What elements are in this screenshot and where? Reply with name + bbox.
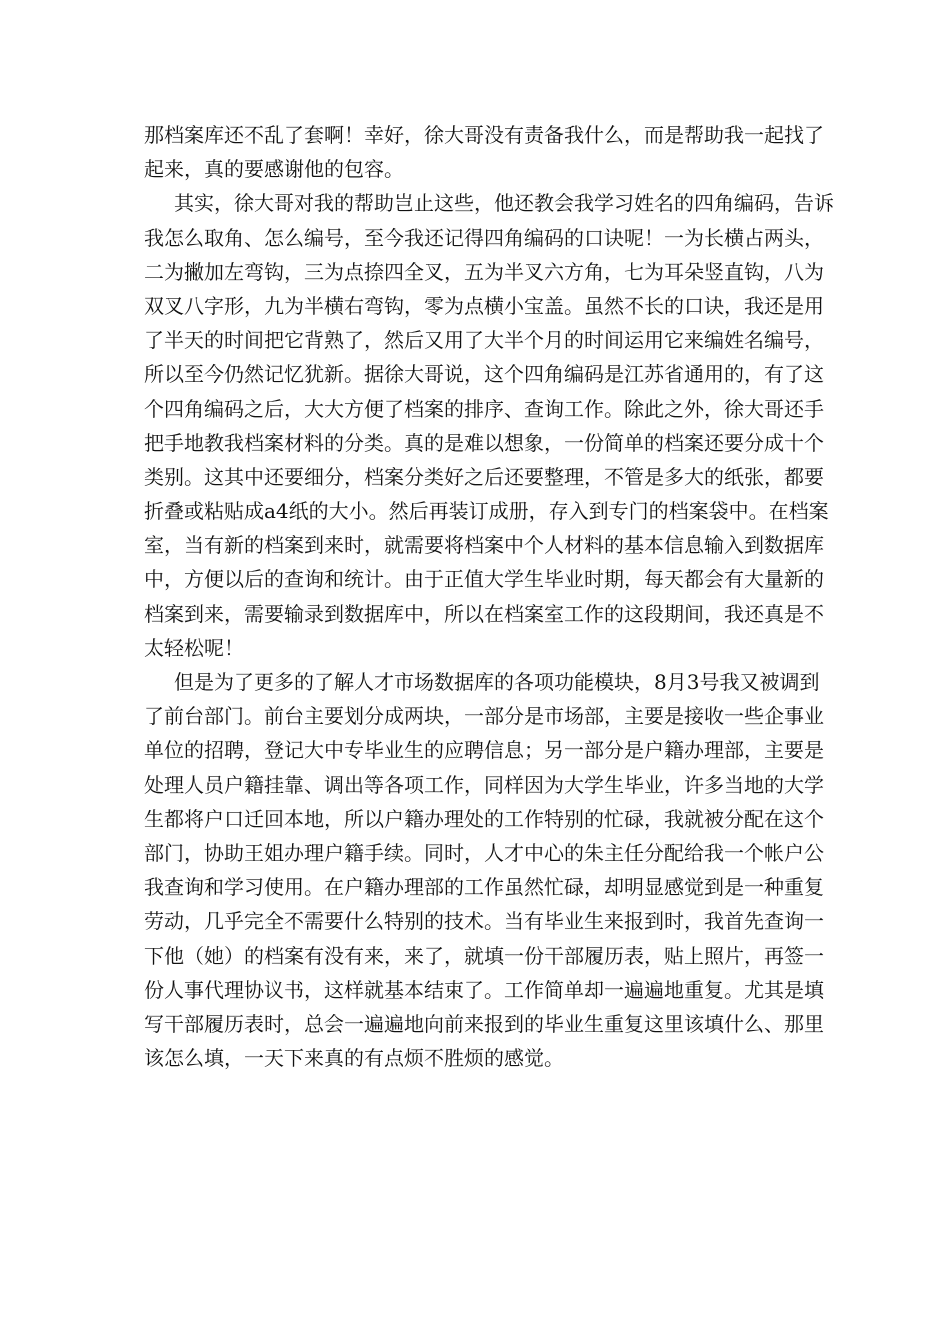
text-line: 所以至今仍然记忆犹新。据徐大哥说，这个四角编码是江苏省通用的，有了这 bbox=[144, 362, 824, 387]
text-line: 单位的招聘，登记大中专毕业生的应聘信息；另一部分是户籍办理部，主要是 bbox=[144, 738, 824, 763]
text-line: 但是为了更多的了解人才市场数据库的各项功能模块，8月3号我又被调到 bbox=[174, 670, 820, 694]
text-line: 部门，协助王姐办理户籍手续。同时，人才中心的朱主任分配给我一个帐户公 bbox=[144, 840, 824, 865]
text-line: 起来，真的要感谢他的包容。 bbox=[144, 157, 404, 182]
text-line: 写干部履历表时，总会一遍遍地向前来报到的毕业生重复这里该填什么、那里 bbox=[144, 1011, 824, 1036]
text-line: 档案到来，需要输录到数据库中，所以在档案室工作的这段期间，我还真是不 bbox=[144, 601, 824, 626]
text-line: 类别。这其中还要细分，档案分类好之后还要整理，不管是多大的纸张，都要 bbox=[144, 464, 824, 489]
paragraph bbox=[144, 186, 834, 665]
paragraph bbox=[144, 118, 824, 186]
text-line: 室，当有新的档案到来时，就需要将档案中个人材料的基本信息输入到数据库 bbox=[144, 533, 824, 558]
text-line: 我查询和学习使用。在户籍办理部的工作虽然忙碌，却明显感觉到是一种重复 bbox=[144, 875, 824, 900]
text-line: 了半天的时间把它背熟了，然后又用了大半个月的时间运用它来编姓名编号， bbox=[144, 328, 824, 353]
text-line: 下他（她）的档案有没有来，来了，就填一份干部履历表，贴上照片，再签一 bbox=[144, 943, 824, 968]
text-line: 其实，徐大哥对我的帮助岂止这些，他还教会我学习姓名的四角编码，告诉 bbox=[174, 191, 834, 216]
text-line: 那档案库还不乱了套啊！幸好，徐大哥没有责备我什么，而是帮助我一起找了 bbox=[144, 123, 824, 147]
text-line: 处理人员户籍挂靠、调出等各项工作，同样因为大学生毕业，许多当地的大学 bbox=[144, 772, 824, 797]
text-line: 二为撇加左弯钩，三为点捺四全叉，五为半叉六方角，七为耳朵竖直钩，八为 bbox=[144, 259, 824, 284]
text-line: 中，方便以后的查询和统计。由于正值大学生毕业时期，每天都会有大量新的 bbox=[144, 567, 824, 592]
text-line: 双叉八字形，九为半横右弯钩，零为点横小宝盖。虽然不长的口诀，我还是用 bbox=[144, 293, 824, 318]
text-line: 生都将户口迁回本地，所以户籍办理处的工作特别的忙碌，我就被分配在这个 bbox=[144, 806, 824, 831]
text-line: 太轻松呢！ bbox=[144, 635, 244, 660]
paragraph bbox=[144, 665, 824, 1075]
text-line: 我怎么取角、怎么编号，至今我还记得四角编码的口诀呢！一为长横占两头， bbox=[144, 225, 824, 250]
text-line: 折叠或粘贴成a4纸的大小。然后再装订成册，存入到专门的档案袋中。在档案 bbox=[144, 499, 829, 524]
text-line: 份人事代理协议书，这样就基本结束了。工作简单却一遍遍地重复。尤其是填 bbox=[144, 977, 824, 1002]
text-line: 该怎么填，一天下来真的有点烦不胜烦的感觉。 bbox=[144, 1046, 564, 1071]
text-line: 个四角编码之后，大大方便了档案的排序、查询工作。除此之外，徐大哥还手 bbox=[144, 396, 824, 421]
body-text bbox=[144, 118, 834, 1075]
text-line: 把手地教我档案材料的分类。真的是难以想象，一份简单的档案还要分成十个 bbox=[144, 430, 824, 455]
text-line: 劳动，几乎完全不需要什么特别的技术。当有毕业生来报到时，我首先查询一 bbox=[144, 909, 824, 934]
text-line: 了前台部门。前台主要划分成两块，一部分是市场部，主要是接收一些企事业 bbox=[144, 704, 824, 729]
